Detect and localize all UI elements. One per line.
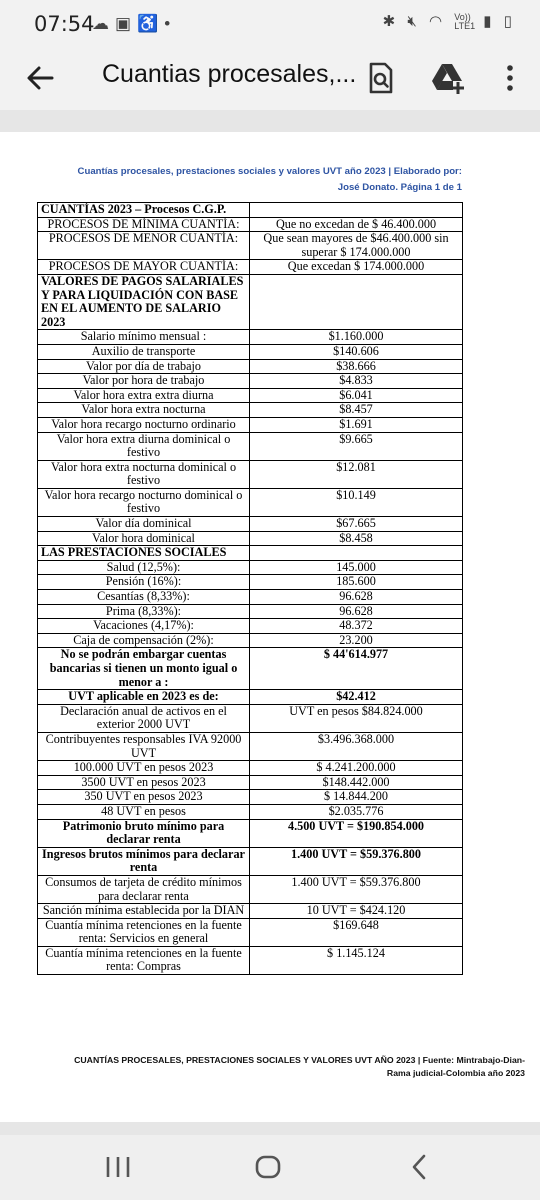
- recents-icon[interactable]: [102, 1151, 134, 1183]
- row-label: LAS PRESTACIONES SOCIALES: [38, 546, 250, 561]
- document-viewer[interactable]: [0, 110, 540, 1135]
- app-bar: [0, 50, 540, 110]
- table-row: [38, 775, 463, 790]
- row-label: Declaración anual de activos en el exterior 2000 UVT: [38, 704, 250, 732]
- row-label: Cuantía mínima retenciones en la fuente renta: Servicios en general: [38, 918, 250, 946]
- table-row: [38, 560, 463, 575]
- table-row: [38, 704, 463, 732]
- row-value: 1.400 UVT = $59.376.800: [250, 847, 463, 875]
- table-row: [38, 531, 463, 546]
- table-row: [38, 460, 463, 488]
- row-value: $12.081: [250, 460, 463, 488]
- row-label: Ingresos brutos mínimos para declarar renta: [38, 847, 250, 875]
- row-label: No se podrán embargar cuentas bancarias si tienen un monto igual o menor a :: [38, 648, 250, 690]
- row-label: Consumos de tarjeta de crédito mínimos para declarar renta: [38, 875, 250, 903]
- wifi-icon: ◠: [429, 13, 447, 30]
- row-label: Valor hora extra diurna dominical o festivo: [38, 432, 250, 460]
- table-row: [38, 488, 463, 516]
- arrow-left-icon[interactable]: [22, 60, 58, 96]
- row-value: Que sean mayores de $46.400.000 sin superar $ 174.000.000: [250, 232, 463, 260]
- row-label: Contribuyentes responsables IVA 92000 UVT: [38, 732, 250, 760]
- row-value: $1.160.000: [250, 330, 463, 345]
- document-page: [0, 132, 540, 1122]
- table-row: [38, 875, 463, 903]
- row-value: $6.041: [250, 388, 463, 403]
- row-value: UVT en pesos $84.824.000: [250, 704, 463, 732]
- clock: 07:54: [34, 12, 95, 36]
- row-value: 185.600: [250, 575, 463, 590]
- row-value: 4.500 UVT = $190.854.000: [250, 819, 463, 847]
- row-label: 3500 UVT en pesos 2023: [38, 775, 250, 790]
- row-label: Vacaciones (4,17%):: [38, 619, 250, 634]
- row-value: $4.833: [250, 374, 463, 389]
- row-value: $67.665: [250, 517, 463, 532]
- row-value: $ 44'614.977: [250, 648, 463, 690]
- row-label: Valor por hora de trabajo: [38, 374, 250, 389]
- row-value: Que excedan $ 174.000.000: [250, 260, 463, 275]
- row-label: PROCESOS DE MENOR CUANTÍA:: [38, 232, 250, 260]
- table-row: [38, 403, 463, 418]
- table-row: [38, 575, 463, 590]
- row-value: 1.400 UVT = $59.376.800: [250, 875, 463, 903]
- image-icon: ▣: [115, 14, 138, 33]
- table-row: [38, 260, 463, 275]
- row-value: $ 1.145.124: [250, 946, 463, 974]
- row-label: Valor hora dominical: [38, 531, 250, 546]
- table-row: [38, 232, 463, 260]
- row-label: Patrimonio bruto mínimo para declarar renta: [38, 819, 250, 847]
- table-row: [38, 604, 463, 619]
- table-row: [38, 690, 463, 705]
- table-row: [38, 918, 463, 946]
- row-value: 23.200: [250, 633, 463, 648]
- table-row: [38, 344, 463, 359]
- table-row: [38, 904, 463, 919]
- battery-icon: ▯: [503, 13, 516, 30]
- document-title: Cuantias procesales,...: [102, 60, 357, 88]
- row-label: Valor hora extra nocturna dominical o festivo: [38, 460, 250, 488]
- row-value: $42.412: [250, 690, 463, 705]
- signal-icon: ▮: [483, 13, 496, 30]
- row-value: $3.496.368.000: [250, 732, 463, 760]
- back-nav-icon[interactable]: [404, 1151, 436, 1183]
- table-row: [38, 432, 463, 460]
- row-value: $2.035.776: [250, 804, 463, 819]
- home-icon[interactable]: [252, 1151, 284, 1183]
- mute-icon: 🔇︎: [407, 13, 421, 30]
- table-row: [38, 804, 463, 819]
- table-row: [38, 790, 463, 805]
- values-table: [37, 202, 463, 975]
- row-label: PROCESOS DE MAYOR CUANTÍA:: [38, 260, 250, 275]
- row-label: 100.000 UVT en pesos 2023: [38, 761, 250, 776]
- accessibility-icon: ♿: [137, 14, 165, 33]
- table-row: [38, 761, 463, 776]
- row-label: Auxilio de transporte: [38, 344, 250, 359]
- dot-icon: •: [164, 14, 177, 33]
- table-row: [38, 274, 463, 329]
- table-row: [38, 517, 463, 532]
- row-label: Valor día dominical: [38, 517, 250, 532]
- table-row: [38, 388, 463, 403]
- row-value: $140.606: [250, 344, 463, 359]
- row-label: 350 UVT en pesos 2023: [38, 790, 250, 805]
- table-row: [38, 946, 463, 974]
- row-label: PROCESOS DE MÍNIMA CUANTÍA:: [38, 217, 250, 232]
- table-row: [38, 417, 463, 432]
- table-row: [38, 619, 463, 634]
- row-label: 48 UVT en pesos: [38, 804, 250, 819]
- cloud-icon: ☁: [92, 14, 115, 33]
- row-value: $ 4.241.200.000: [250, 761, 463, 776]
- network-label: Vo)) LTE1: [454, 12, 476, 32]
- row-value: $148.442.000: [250, 775, 463, 790]
- table-row: [38, 590, 463, 605]
- table-row: [38, 217, 463, 232]
- table-row: [38, 359, 463, 374]
- row-label: Pensión (16%):: [38, 575, 250, 590]
- row-value: [250, 203, 463, 218]
- row-value: $38.666: [250, 359, 463, 374]
- row-value: 10 UVT = $424.120: [250, 904, 463, 919]
- table-row: [38, 546, 463, 561]
- row-label: Valor hora recargo nocturno ordinario: [38, 417, 250, 432]
- row-value: $10.149: [250, 488, 463, 516]
- row-value: [250, 274, 463, 329]
- table-row: [38, 203, 463, 218]
- row-value: 48.372: [250, 619, 463, 634]
- row-value: $1.691: [250, 417, 463, 432]
- row-value: 96.628: [250, 604, 463, 619]
- row-label: Salario mínimo mensual :: [38, 330, 250, 345]
- page-header: Cuantías procesales, prestaciones sociales y valores UVT año 2023 | Elaborado por: José Donato. Página 1 de 1: [77, 166, 462, 193]
- table-row: [38, 648, 463, 690]
- row-label: Valor hora extra extra diurna: [38, 388, 250, 403]
- row-label: Salud (12,5%):: [38, 560, 250, 575]
- row-value: Que no excedan de $ 46.400.000: [250, 217, 463, 232]
- table-row: [38, 633, 463, 648]
- row-value: 145.000: [250, 560, 463, 575]
- page-footer: CUANTÍAS PROCESALES, PRESTACIONES SOCIALES Y VALORES UVT AÑO 2023 | Fuente: Mintrabajo-Dian-Rama judicial-Colombia año 2023: [74, 1055, 525, 1078]
- row-value: $8.457: [250, 403, 463, 418]
- status-bar: [0, 0, 540, 50]
- row-value: $ 14.844.200: [250, 790, 463, 805]
- row-label: CUANTÍAS 2023 – Procesos C.G.P.: [38, 203, 250, 218]
- table-row: [38, 374, 463, 389]
- drive-add-icon[interactable]: [430, 60, 466, 96]
- system-icons: [383, 12, 516, 31]
- row-label: Cesantías (8,33%):: [38, 590, 250, 605]
- row-label: Cuantía mínima retenciones en la fuente renta: Compras: [38, 946, 250, 974]
- row-label: Prima (8,33%):: [38, 604, 250, 619]
- row-label: Sanción mínima establecida por la DIAN: [38, 904, 250, 919]
- more-vert-icon[interactable]: [492, 60, 528, 96]
- notification-icons: [92, 14, 176, 34]
- search-document-icon[interactable]: [362, 60, 398, 96]
- row-label: Valor hora extra nocturna: [38, 403, 250, 418]
- navigation-bar: [0, 1135, 540, 1200]
- table-row: [38, 847, 463, 875]
- row-value: $169.648: [250, 918, 463, 946]
- table-row: [38, 819, 463, 847]
- table-row: [38, 330, 463, 345]
- row-value: $8.458: [250, 531, 463, 546]
- row-label: Valor por día de trabajo: [38, 359, 250, 374]
- row-label: VALORES DE PAGOS SALARIALES Y PARA LIQUIDACIÓN CON BASE EN EL AUMENTO DE SALARIO 2023: [38, 274, 250, 329]
- table-row: [38, 732, 463, 760]
- row-value: $9.665: [250, 432, 463, 460]
- bluetooth-icon: ✱: [382, 13, 400, 30]
- row-label: UVT aplicable en 2023 es de:: [38, 690, 250, 705]
- row-label: Valor hora recargo nocturno dominical o festivo: [38, 488, 250, 516]
- row-value: [250, 546, 463, 561]
- row-label: Caja de compensación (2%):: [38, 633, 250, 648]
- row-value: 96.628: [250, 590, 463, 605]
